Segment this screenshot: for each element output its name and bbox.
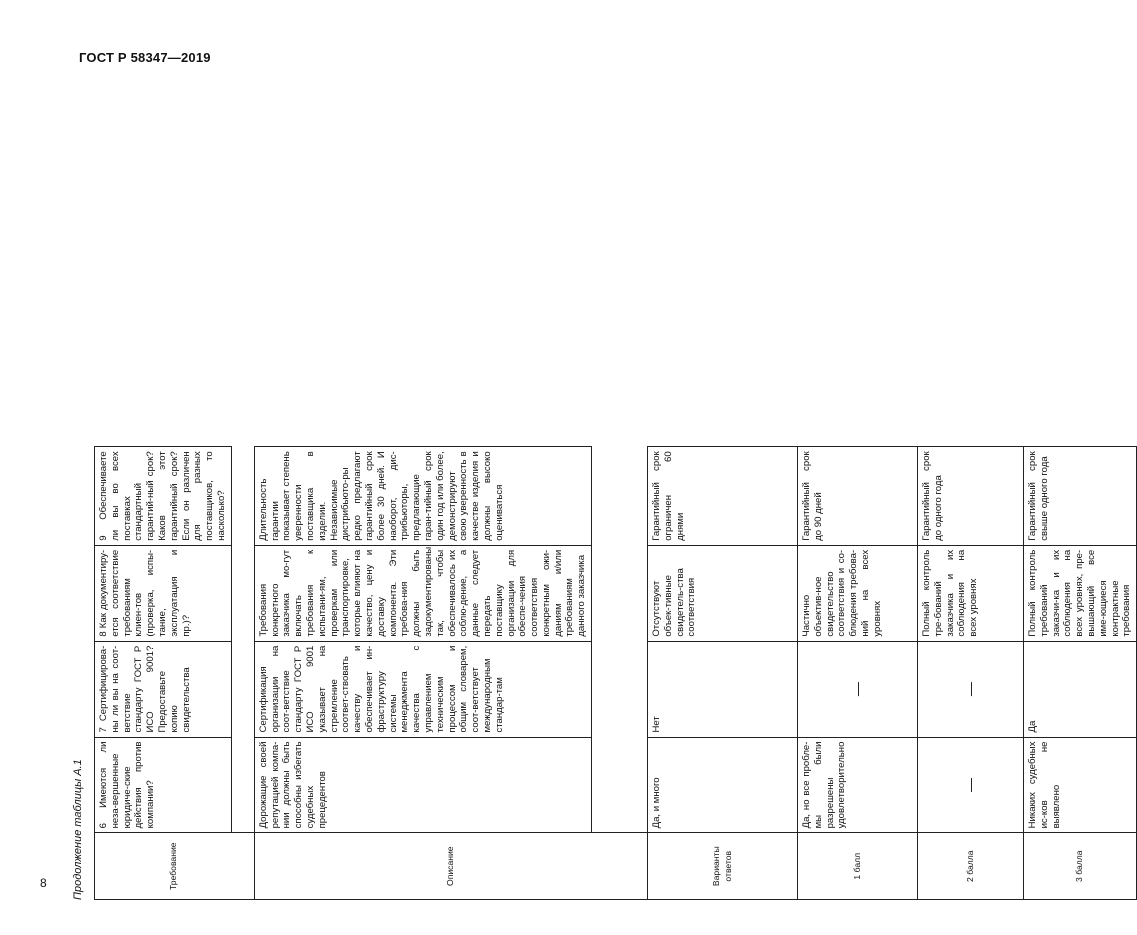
score1-cell: Да, но все пробле-мы были разрешены удовлетворительно	[798, 737, 918, 833]
score1-cell: Гарантийный срок до 90 дней	[798, 447, 918, 546]
requirement-cell: 6 Имеются ли неза-вершенные юридиче-ские действия против компании?	[95, 737, 232, 833]
score2-cell: Гарантийный срок до одного года	[918, 447, 1024, 546]
score0-cell: Гарантийный срок ограничен 60 днями	[648, 447, 798, 546]
col-header-score-3: 3 балла	[1024, 833, 1137, 900]
col-header-description: Описание	[254, 833, 647, 900]
score0-cell: Отсутствуют объек-тивные свидетель-ства соответствия	[648, 545, 798, 641]
description-cell: Длительность гарантии показывает степень уверенности поставщика в изделии. Независимые дистрибьюто-ры редко предлагают гарантийный срок более 30 дней. И наоборот, дис-трибьюторы, предлагающие гаран-тийный срок один год или более, демонстрируют свою уверенность в качестве изделия и должны высоко оцениваться	[254, 447, 591, 546]
rotated-table-block	[72, 100, 1133, 900]
score0-cell: Нет	[648, 641, 798, 737]
col-header-answer-variants: Варианты ответов	[648, 833, 798, 900]
score3-cell: Полный контроль требований заказчи-ка и их соблюдения на всех уровнях, пре-вышающий все име-ющиеся контрактные требования	[1024, 545, 1137, 641]
table-row	[798, 101, 918, 900]
table-row	[648, 101, 798, 900]
requirement-cell: 9 Обеспечиваете ли вы во всех поставках стандартный гарантий-ный срок? Каков этот гарантийный срок? Если он различен для разных поставщиков, то насколько?	[95, 447, 232, 546]
table-row	[95, 101, 232, 900]
description-cell: Требования конкретного заказчика мо-гут включать требования к испытани-ям, проверкам или транспортировке, которые влияют на качество, цену и доставку компонента. Эти требова-ния должны быть задокументированы так, чтобы обеспечивалось их соблю-дение, а данные следует передать поставщику организации для обеспе-чения соответствия конкретным ожи-даниям и/или требованиям данного заказчика	[254, 545, 591, 641]
standard-designation: ГОСТ Р 58347—2019	[79, 50, 211, 65]
table-row	[254, 101, 591, 900]
score2-cell: —	[918, 737, 1024, 833]
score3-cell: Никаких судебных ис-ков не выявлено	[1024, 737, 1137, 833]
score3-cell: Да	[1024, 641, 1137, 737]
table-caption: Продолжение таблицы А.1	[72, 759, 84, 900]
col-header-score-1: 1 балл	[798, 833, 918, 900]
table-row	[1024, 101, 1137, 900]
table-row	[918, 101, 1024, 900]
description-cell: Дорожащие своей репутацией компа-нии должны быть способны избегать судебных прецедентов	[254, 737, 591, 833]
score1-cell: Частично объектив-ное свидетельство соответствия и со-блюдения требова-ний на всех уровнях	[798, 545, 918, 641]
score0-cell: Да, и много	[648, 737, 798, 833]
description-cell: Сертификация организации на соот-ветствие стандарту ГОСТ Р ИСО 9001 указывает на стремление соответ-ствовать качеству и обеспечивает ин-фраструктуру системы менеджмента качества с управлением техническим процессом и общим словарем, соот-ветствует международным стандар-там	[254, 641, 591, 737]
requirement-cell: 7 Сертифицирова-ны ли вы на соот-ветствие стандарту ГОСТ Р ИСО 9001? Предоставьте копию свидетельства	[95, 641, 232, 737]
requirements-table	[94, 100, 1137, 900]
requirement-cell: 8 Как документиру-ется соответствие требованиям клиен-тов (проверка, испы-тание, эксплуатация и пр.)?	[95, 545, 232, 641]
page-number: 8	[40, 876, 47, 890]
score3-cell: Гарантийный срок свыше одного года	[1024, 447, 1137, 546]
col-header-requirement: Требование	[95, 833, 255, 900]
score2-cell: —	[918, 641, 1024, 737]
score2-cell: Полный контроль тре-бований заказчика и их соблюдения на всех уровнях	[918, 545, 1024, 641]
col-header-score-2: 2 балла	[918, 833, 1024, 900]
score1-cell: —	[798, 641, 918, 737]
